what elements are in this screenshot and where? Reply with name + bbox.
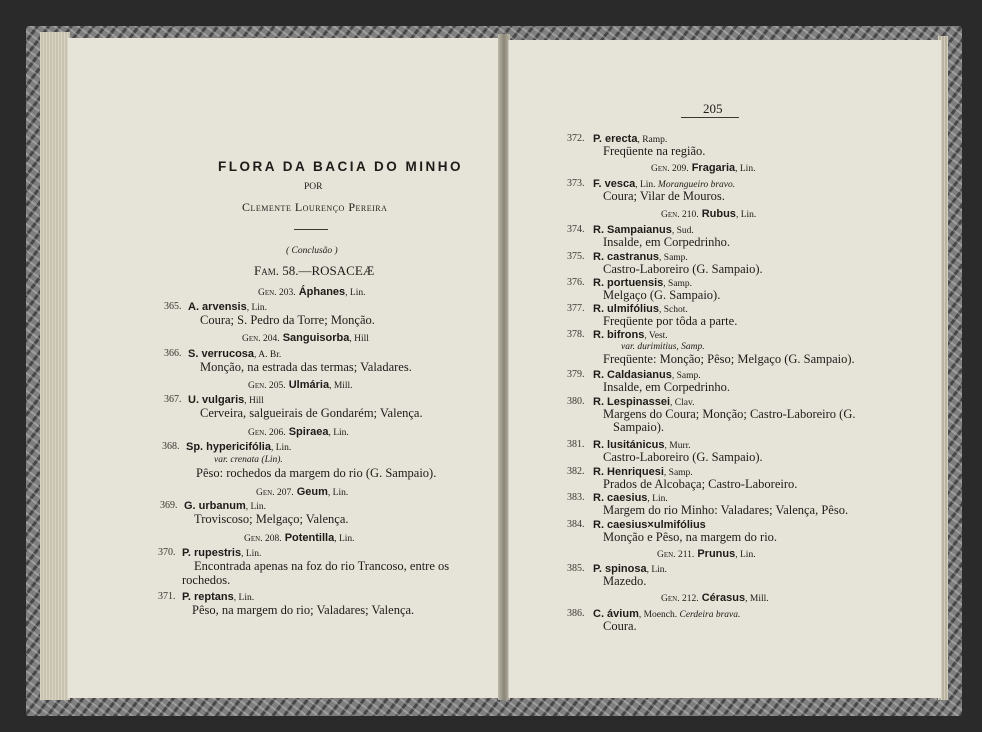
genus-heading: Gen. 209. Fragaria, Lin.	[651, 162, 756, 174]
page-number-rule	[681, 117, 739, 118]
entry-number: 369.	[160, 500, 178, 511]
genus-heading: Gen. 204. Sanguisorba, Hill	[242, 332, 369, 344]
variety-text: var. crenata (Lin).	[214, 455, 283, 465]
locality-text: Cerveira, salgueirais de Gondarém; Valença.	[200, 406, 423, 420]
genus-heading: Gen. 206. Spiraea, Lin.	[248, 426, 349, 438]
entry-number: 372.	[567, 133, 585, 144]
locality-text: Margens do Coura; Monção; Castro-Laboreiro (G.	[603, 407, 856, 421]
genus-heading: Gen. 208. Potentilla, Lin.	[244, 532, 355, 544]
entry-number: 381.	[567, 439, 585, 450]
locality-text: Encontrada apenas na foz do rio Trancoso, entre os	[194, 559, 450, 573]
locality-text: Freqüente por tôda a parte.	[603, 314, 738, 328]
locality-text: Sampaio).	[613, 420, 665, 434]
species-line: C. ávium, Moench. Cerdeira brava.	[593, 608, 741, 620]
species-line: U. vulgaris, Hill	[188, 394, 264, 406]
locality-text: Castro-Laboreiro (G. Sampaio).	[603, 262, 763, 276]
locality-text: Prados de Alcobaça; Castro-Laboreiro.	[603, 477, 798, 491]
page-number: 205	[703, 101, 723, 116]
species-line: R. castranus, Samp.	[593, 251, 688, 263]
species-line: R. Sampaianus, Sud.	[593, 224, 694, 236]
species-line: P. reptans, Lin.	[182, 591, 255, 603]
entry-number: 385.	[567, 563, 585, 574]
entry-number: 366.	[164, 348, 182, 359]
entry-number: 383.	[567, 492, 585, 503]
genus-heading: Gen. 203. Áphanes, Lin.	[258, 286, 366, 298]
species-line: P. erecta, Ramp.	[593, 133, 668, 145]
species-line: P. spinosa, Lin.	[593, 563, 667, 575]
locality-text: Troviscoso; Melgaço; Valença.	[194, 512, 349, 526]
entry-number: 377.	[567, 303, 585, 314]
species-line: R. Lespinassei, Clav.	[593, 396, 695, 408]
entry-number: 374.	[567, 224, 585, 235]
species-line: R. bifrons, Vest.	[593, 329, 668, 341]
entry-number: 386.	[567, 608, 585, 619]
species-line: R. portuensis, Samp.	[593, 277, 693, 289]
author-name: Clemente Lourenço Pereira	[242, 200, 388, 214]
right-page	[508, 40, 941, 698]
entry-number: 378.	[567, 329, 585, 340]
entry-number: 368.	[162, 441, 180, 452]
locality-text: Monção e Pêso, na margem do rio.	[603, 530, 778, 544]
locality-text: Mazedo.	[603, 574, 647, 588]
species-line: R. Henriquesi, Samp.	[593, 466, 693, 478]
locality-text: Pêso: rochedos da margem do rio (G. Sampaio).	[196, 466, 437, 480]
species-line: R. caesius, Lin.	[593, 492, 668, 504]
genus-heading: Gen. 210. Rubus, Lin.	[661, 208, 757, 220]
entry-number: 370.	[158, 547, 176, 558]
genus-heading: Gen. 205. Ulmária, Mill.	[248, 379, 353, 391]
entry-number: 367.	[164, 394, 182, 405]
locality-text: rochedos.	[182, 573, 231, 587]
family-heading: Fam. 58.—ROSACEÆ	[254, 263, 375, 278]
entry-number: 373.	[567, 178, 585, 189]
locality-text: Melgaço (G. Sampaio).	[603, 288, 721, 302]
locality-text: Freqüente na região.	[603, 144, 706, 158]
locality-text: Insalde, em Corpedrinho.	[603, 380, 731, 394]
entry-number: 380.	[567, 396, 585, 407]
locality-text: Margem do rio Minho: Valadares; Valença, Pêso.	[603, 503, 849, 517]
species-line: S. verrucosa, A. Br.	[188, 348, 282, 360]
by-label: POR	[304, 182, 323, 192]
entry-number: 384.	[567, 519, 585, 530]
locality-text: Freqüente: Monção; Pêso; Melgaço (G. Sampaio).	[603, 352, 855, 366]
species-line: R. ulmifólius, Schot.	[593, 303, 688, 315]
genus-heading: Gen. 211. Prunus, Lin.	[657, 548, 756, 560]
entry-number: 365.	[164, 301, 182, 312]
locality-text: Coura; Vilar de Mouros.	[603, 189, 725, 203]
article-title: FLORA DA BACIA DO MINHO	[218, 159, 463, 174]
species-line: R. caesius×ulmifólius	[593, 519, 706, 531]
entry-number: 375.	[567, 251, 585, 262]
conclusion-note: ( Conclusão )	[286, 246, 338, 256]
variety-text: var. durimitius, Samp.	[621, 342, 705, 352]
locality-text: Coura.	[603, 619, 637, 633]
species-line: R. Caldasianus, Samp.	[593, 369, 701, 381]
entry-number: 379.	[567, 369, 585, 380]
genus-heading: Gen. 212. Cérasus, Mill.	[661, 592, 769, 604]
entry-number: 376.	[567, 277, 585, 288]
entry-number: 371.	[158, 591, 176, 602]
genus-heading: Gen. 207. Geum, Lin.	[256, 486, 349, 498]
locality-text: Castro-Laboreiro (G. Sampaio).	[603, 450, 763, 464]
species-line: G. urbanum, Lin.	[184, 500, 267, 512]
species-line: A. arvensis, Lin.	[188, 301, 268, 313]
locality-text: Pêso, na margem do rio; Valadares; Valença.	[192, 603, 415, 617]
left-page	[68, 38, 501, 698]
locality-text: Coura; S. Pedro da Torre; Monção.	[200, 313, 375, 327]
entry-number: 382.	[567, 466, 585, 477]
species-line: F. vesca, Lin. Morangueiro bravo.	[593, 178, 736, 190]
species-line: Sp. hypericifólia, Lin.	[186, 441, 292, 453]
title-rule	[294, 229, 328, 230]
locality-text: Insalde, em Corpedrinho.	[603, 235, 731, 249]
species-line: P. rupestris, Lin.	[182, 547, 262, 559]
species-line: R. lusitánicus, Murr.	[593, 439, 691, 451]
page-edges-left	[40, 32, 70, 700]
locality-text: Monção, na estrada das termas; Valadares.	[200, 360, 412, 374]
